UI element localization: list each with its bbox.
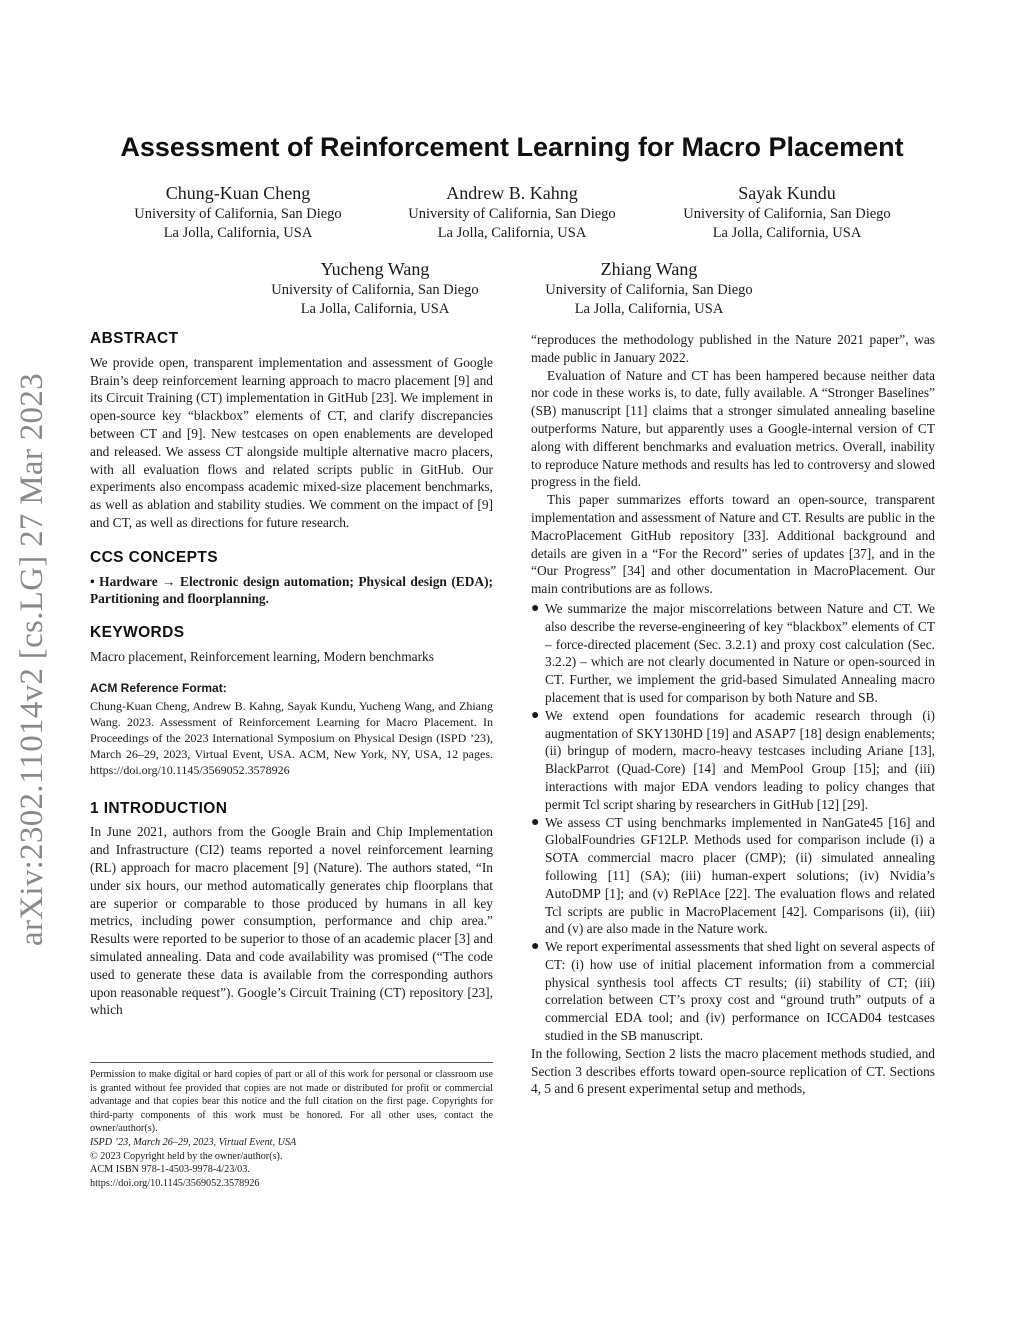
list-item: ● We summarize the major miscorrelations between Nature and CT. We also describe the reverse-engineering of key “blackbox” elements of CT – force-directed placement (Sec. 3.2.1) and proxy cost calculation (Sec. 3.2.2) – which are not clearly documented in Nature or open-sourced in CT. Further, we implement the grid-based Simulated Annealing macro placement that is used for comparison by both Nature and SB. <box>531 600 935 705</box>
bullet-icon: ● <box>531 939 540 955</box>
author-name: Zhiang Wang <box>600 259 698 279</box>
right-column <box>531 331 935 1098</box>
author-location: La Jolla, California, USA <box>437 225 587 241</box>
author-affiliation: University of California, San Diego <box>134 206 342 222</box>
author-block <box>225 257 525 319</box>
author-location: La Jolla, California, USA <box>574 301 724 317</box>
paragraph: Evaluation of Nature and CT has been hampered because neither data nor code in these works is, to date, fully available. A “Stronger Baselines” (SB) manuscript [11] claims that a stronger simulated annealing baseline outperforms Nature, but apparently uses a Google-internal version of CT along with different benchmarks and evaluation metrics. Overall, inability to reproduce Nature methods and results has led to controversy and slowed progress in the field. <box>531 367 935 490</box>
permission-footnote <box>90 1062 493 1190</box>
list-item: ● We report experimental assessments that shed light on several aspects of CT: (i) how use of initial placement information from a commercial physical synthesis tool affects CT results; (ii) stability of CT; (iii) correlation between CT’s proxy cost and “ground truth” outputs of a commercial EDA tool; and (iv) performance on ICCAD04 testcases studied in the SB manuscript. <box>531 939 935 1044</box>
list-item: ● We assess CT using benchmarks implemented in NanGate45 [16] and GlobalFoundries GF12LP. Methods used for comparison include (i) a SOTA commercial macro placer (CMP); (ii) simulated annealing following [11] (SA); (iii) human-expert solutions; (iv) Nvidia’s AutoDMP [1]; and (v) RePlAce [22]. The evaluation flows and related Tcl scripts are public in MacroPlacement [42]. Comparisons (ii), (iii) and (v) are also made in the Nature work. <box>531 814 935 937</box>
author-block <box>637 181 937 243</box>
keywords-heading: KEYWORDS <box>90 624 185 642</box>
author-location: La Jolla, California, USA <box>300 301 450 317</box>
abstract-text: We provide open, transparent implementation and assessment of Google Brain’s deep reinforcement learning approach to macro placement [9] and its Circuit Training (CT) implementation in GitHub [23]. We implement in open-source key “blackbox” elements of CT, and clarify discrepancies between CT and [9]. New testcases on open enablements are developed and released. We assess CT alongside multiple alternative macro placers, with all evaluation flows and related scripts public in GitHub. Our experiments also encompass academic mixed-size placement benchmarks, as well as ablation and stability studies. We comment on the impact of [9] and CT, as well as directions for future research. <box>90 354 493 530</box>
author-name: Sayak Kundu <box>738 183 836 203</box>
author-name: Andrew B. Kahng <box>446 183 578 203</box>
list-item: ● We extend open foundations for academic research through (i) augmentation of SKY130HD [19] and ASAP7 [18] design enablements; (ii) bringup of modern, macro-heavy testcases including Ariane [13], BlackParrot (Quad-Core) [14] and MemPool Group [15]; and (iii) interactions with major EDA vendors leading to policy changes that permit Tcl script sharing by researchers in GitHub [12] [29]. <box>531 707 935 812</box>
bullet-icon: ● <box>531 600 540 616</box>
doi-line: https://doi.org/10.1145/3569052.3578926 <box>90 1177 260 1189</box>
introduction-text: In June 2021, authors from the Google Brain and Chip Implementation and Infrastructure (CI2) teams reported a novel reinforcement learning (RL) approach for macro placement [9] (Nature). The authors stated, “In under six hours, our method automatically generates chip floorplans that are superior or comparable to those produced by humans in all key metrics, including power consumption, performance and chip area.” Results were reported to be superior to those of an academic placer [3] and simulated annealing. Data and code availability was promised (“The code used to generate these data is available from the corresponding authors upon reasonable request”). Google’s Circuit Training (CT) repository [23], which <box>90 824 493 1018</box>
author-location: La Jolla, California, USA <box>712 225 862 241</box>
author-block <box>499 257 799 319</box>
author-affiliation: University of California, San Diego <box>271 282 479 298</box>
author-block <box>362 181 662 243</box>
author-name: Chung-Kuan Cheng <box>165 183 311 203</box>
arxiv-identifier: arXiv:2302.11014v2 [cs.LG] 27 Mar 2023 <box>14 373 50 946</box>
paragraph: In the following, Section 2 lists the macro placement methods studied, and Section 3 describes efforts toward open-source replication of CT. Sections 4, 5 and 6 present experimental setup and methods, <box>531 1045 935 1097</box>
ccs-text: • Hardware → Electronic design automation; Physical design (EDA); Partitioning and floorplanning. <box>90 573 493 607</box>
conference-line: ISPD ’23, March 26–29, 2023, Virtual Event, USA <box>90 1136 297 1148</box>
author-affiliation: University of California, San Diego <box>683 206 891 222</box>
author-location: La Jolla, California, USA <box>163 225 313 241</box>
acm-reference-heading: ACM Reference Format: <box>90 680 227 695</box>
copyright-line: © 2023 Copyright held by the owner/author(s). <box>90 1150 283 1162</box>
introduction-heading: 1 INTRODUCTION <box>90 799 228 817</box>
author-block <box>88 181 388 243</box>
paragraph: This paper summarizes efforts toward an open-source, transparent implementation and assessment of Nature and CT. Results are public in the MacroPlacement GitHub repository [33]. Additional background and details are given in a “For the Record” series of updates [37], and in the “Our Progress” [34] and other documentation in MacroPlacement. Our main contributions are as follows. <box>531 492 935 597</box>
paper-title: Assessment of Reinforcement Learning for Macro Placement <box>120 132 904 162</box>
contributions-list <box>531 600 935 1045</box>
bullet-icon: ● <box>531 707 540 723</box>
permission-text: Permission to make digital or hard copies of part or all of this work for personal or classroom use is granted without fee provided that copies are not made or distributed for profit or commercial advantage and that copies bear this notice and the full citation on the first page. Copyrights for third-party components of this work must be honored. For all other uses, contact the owner/author(s). <box>90 1069 493 1135</box>
keywords-text: Macro placement, Reinforcement learning, Modern benchmarks <box>90 648 434 664</box>
acm-reference-text: Chung-Kuan Cheng, Andrew B. Kahng, Sayak Kundu, Yucheng Wang, and Zhiang Wang. 2023. Assessment of Reinforcement Learning for Macro Placement. In Proceedings of the 2023 International Symposium on Physical Design (ISPD ’23), March 26–29, 2023, Virtual Event, USA. ACM, New York, NY, USA, 12 pages. https://doi.org/10.1145/3569052.3578926 <box>90 698 493 777</box>
isbn-line: ACM ISBN 978-1-4503-9978-4/23/03. <box>90 1164 250 1176</box>
ccs-heading: CCS CONCEPTS <box>90 548 218 566</box>
author-affiliation: University of California, San Diego <box>408 206 616 222</box>
author-affiliation: University of California, San Diego <box>545 282 753 298</box>
abstract-heading: ABSTRACT <box>90 330 179 347</box>
left-column <box>90 330 493 1019</box>
bullet-icon: ● <box>531 814 540 830</box>
author-name: Yucheng Wang <box>320 259 430 279</box>
paragraph: “reproduces the methodology published in the Nature 2021 paper”, was made public in January 2022. <box>531 332 935 365</box>
